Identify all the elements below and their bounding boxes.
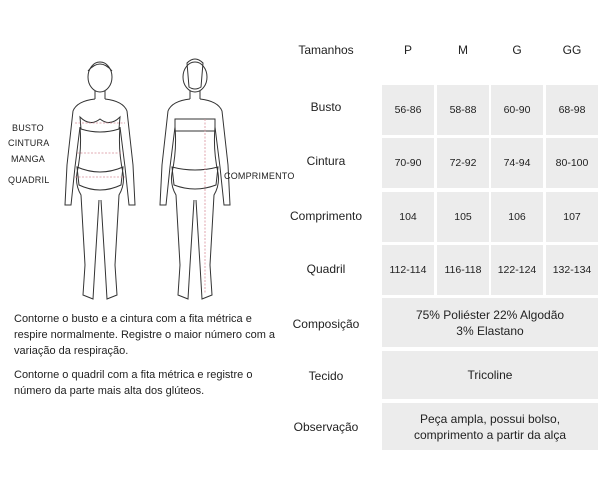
header-size-p: P (403, 43, 412, 57)
row-label-composition: Composição (292, 317, 360, 331)
cell-fabric: Tricoline (382, 351, 598, 399)
body-figures-illustration (55, 55, 245, 310)
note-line-1: Peça ampla, possui bolso, (419, 411, 561, 426)
cell-length-p: 104 (382, 192, 434, 242)
cell-note (382, 403, 598, 450)
cell-hip-g: 122-124 (491, 245, 543, 295)
cell-hip-p: 112-114 (382, 245, 434, 295)
label-waist: CINTURA (8, 138, 50, 148)
composition-line-1: 75% Poliéster 22% Algodão (415, 307, 565, 322)
cell-composition (382, 298, 598, 347)
header-sizes-label: Tamanhos (298, 43, 354, 57)
row-label-hip: Quadril (306, 262, 346, 276)
cell-length-g: 106 (491, 192, 543, 242)
cell-waist-m: 72-92 (437, 138, 489, 188)
row-label-note: Observação (293, 420, 359, 434)
header-size-gg: GG (562, 43, 582, 57)
label-hip: QUADRIL (8, 175, 50, 185)
header-size-m: M (458, 43, 468, 57)
cell-length-m: 105 (437, 192, 489, 242)
body-figures-area (0, 40, 300, 310)
header-size-g: G (512, 43, 522, 57)
instruction-hip: Contorne o quadril com a fita métrica e registre o número da parte mais alta dos glúteos. (14, 369, 253, 397)
cell-bust-g: 60-90 (491, 85, 543, 135)
cell-bust-p: 56-86 (382, 85, 434, 135)
cell-waist-p: 70-90 (382, 138, 434, 188)
cell-bust-gg: 68-98 (546, 85, 598, 135)
cell-waist-g: 74-94 (491, 138, 543, 188)
composition-line-2: 3% Elastano (456, 323, 524, 338)
row-label-fabric: Tecido (308, 369, 344, 383)
label-length: COMPRIMENTO (224, 171, 295, 181)
measurement-instructions (14, 311, 279, 407)
cell-length-gg: 107 (546, 192, 598, 242)
label-bust: BUSTO (12, 123, 44, 133)
instruction-bust-waist: Contorne o busto e a cintura com a fita métrica e respire normalmente. Registre o maior número com a variação da respiração. (14, 313, 276, 357)
cell-waist-gg: 80-100 (546, 138, 598, 188)
cell-hip-gg: 132-134 (546, 245, 598, 295)
size-table (280, 30, 600, 490)
row-label-waist: Cintura (306, 154, 346, 168)
cell-hip-m: 116-118 (437, 245, 489, 295)
note-line-2: comprimento a partir da alça (413, 427, 567, 442)
label-sleeve: MANGA (11, 154, 46, 164)
row-label-bust: Busto (310, 100, 342, 114)
row-label-length: Comprimento (289, 209, 363, 223)
cell-bust-m: 58-88 (437, 85, 489, 135)
